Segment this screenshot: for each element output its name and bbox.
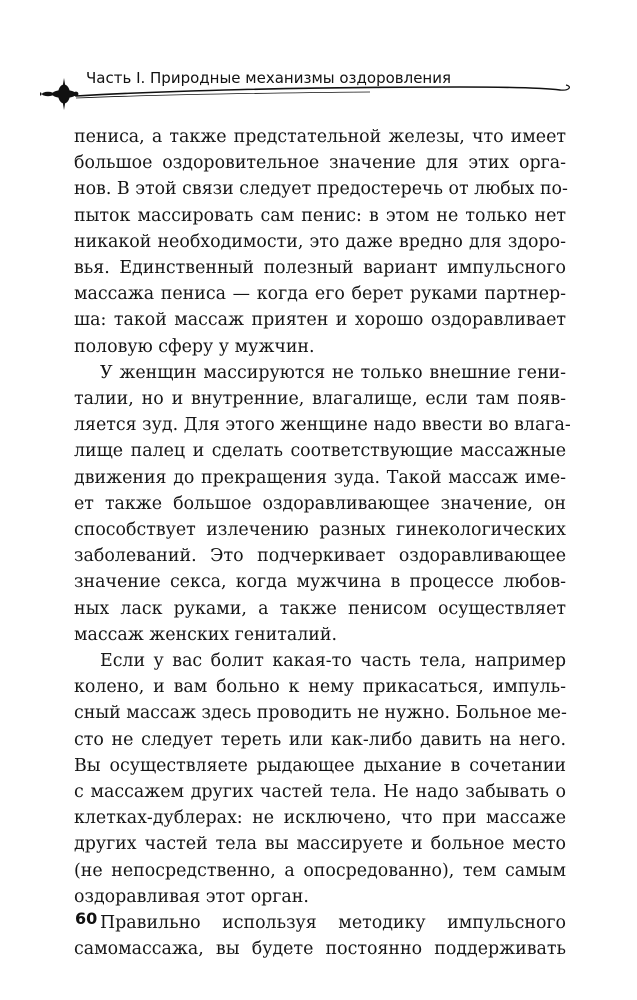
paragraph (74, 360, 571, 648)
page-number: 60 (75, 909, 98, 928)
text-line: У женщин массируются не только внешние гени- (100, 362, 566, 383)
text-line: сный массаж здесь проводить не нужно. Больное ме- (74, 703, 567, 724)
text-line: самомассажа, вы будете постоянно поддерживать (74, 939, 566, 960)
text-line: других частей тела вы массируете и больное место (74, 834, 566, 855)
text-line: значение секса, когда мужчина в процессе любов- (74, 572, 566, 593)
text-line: массаж женских гениталий. (74, 624, 338, 645)
text-line: ляется зуд. Для этого женщине надо ввести во влага- (74, 415, 571, 436)
paragraph (74, 124, 566, 360)
text-line: движения до прекращения зуда. Такой массаж име- (74, 467, 566, 488)
paragraph (74, 910, 566, 962)
text-line: способствует излечению разных гинекологических (74, 520, 566, 541)
text-line: массажа пениса — когда его берет руками партнер- (74, 284, 566, 305)
text-line: большое оздоровительное значение для этих орга- (74, 153, 566, 174)
paragraph (74, 648, 566, 910)
text-line: сто не следует тереть или как-либо давить на него. (74, 729, 566, 750)
text-line: Если у вас болит какая-то часть тела, например (100, 651, 566, 672)
text-line: оздоравливая этот орган. (74, 886, 309, 907)
text-line: заболеваний. Это подчеркивает оздоравливающее (74, 546, 566, 567)
text-line: лище палец и сделать соответствующие массажные (74, 441, 566, 462)
text-line: талии, но и внутренние, влагалище, если там появ- (74, 389, 566, 410)
text-line: ет также большое оздоравливающее значение, он (74, 493, 566, 514)
text-line: ных ласк руками, а также пенисом осуществляет (74, 598, 566, 619)
header-title: Часть I. Природные механизмы оздоровления (86, 69, 452, 87)
text-line: Правильно используя методику импульсного (100, 913, 566, 934)
text-line: с массажем других частей тела. Не надо забывать о (74, 782, 566, 803)
body-text (74, 124, 571, 963)
text-line: пениса, а также предстательной железы, что имеет (74, 127, 566, 147)
text-line: клетках-дублерах: не исключено, что при массаже (74, 808, 566, 829)
text-line: пыток массировать сам пенис: в этом не только нет (74, 205, 566, 226)
text-line: Вы осуществляете рыдающее дыхание в сочетании (74, 755, 566, 776)
running-header (40, 60, 600, 110)
text-line: никакой необходимости, это даже вредно для здоро- (74, 231, 566, 252)
text-line: половую сферу у мужчин. (74, 336, 315, 357)
text-line: ша: такой массаж приятен и хорошо оздоравливает (74, 310, 566, 331)
text-line: нов. В этой связи следует предостеречь от любых по- (74, 179, 568, 200)
text-line: колено, и вам больно к нему прикасаться, импуль- (74, 677, 566, 698)
text-line: (не непосредственно, а опосредованно), тем самым (74, 860, 566, 881)
text-line: вья. Единственный полезный вариант импульсного (74, 258, 566, 279)
